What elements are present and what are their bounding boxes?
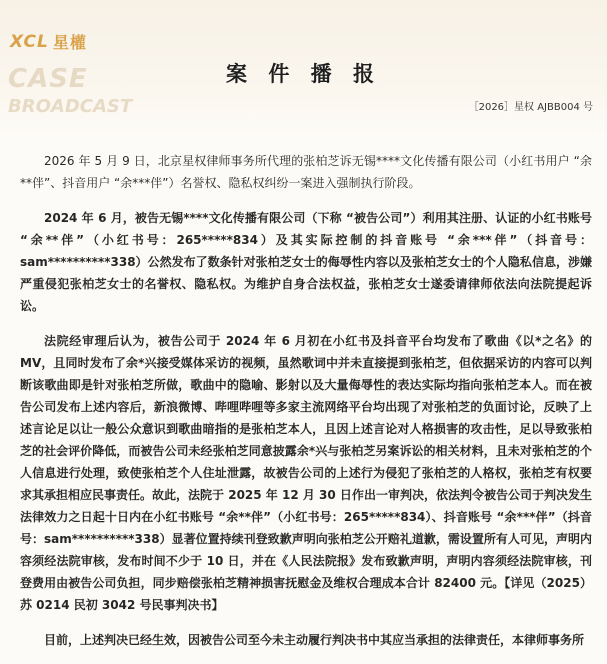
- watermark-case: CASE: [8, 64, 88, 94]
- paragraph-4: 目前，上述判决已经生效，因被告公司至今未主动履行判决书中其应当承担的法律责任，本律师事务所: [44, 633, 585, 647]
- paragraph-3: 法院经审理后认为，被告公司于 2024 年 6 月初在小红书及抖音平台均发布了歌曲《以*之名》的 MV，且同时发布了余*兴接受媒体采访的视频，虽然歌词中并未直接提到张柏芝，但依据采访的内容可以判断该歌曲即是针对张柏芝所做，歌曲中的隐喻、影射以及大量侮辱性的表达实际均指向张柏芝本人。而在被告公司发布上述内容后，新浪微博、哔哩哔哩等多家主流网络平台均出现了对张柏芝的负面讨论，反映了上述言论足以让一般公众意识到歌曲暗指的是张柏芝本人，且因上述言论对人格损害的攻击性，足以导致张柏芝的社会评价降低，而被告公司未经张柏芝同意披露余*兴与张柏芝另案诉讼的相关材料，且未对张柏芝的个人信息进行处理，致使张柏芝个人住址泄露，故被告公司的上述行为侵犯了张柏芝的人格权，张柏芝有权要求其承担相应民事责任。故此，法院于 2025 年 12 月 30 日作出一审判决，依法判令被告公司于判决发生法律效力之日起十日内在小红书账号 “余**伴”（小红书号：265*****834）、抖音账号 “余***伴”（抖音号：sam**********338）显著位置持续刊登致歉声明向张柏芝公开赔礼道歉，需设置所有人可见，声明内容须经法院审核，发布时间不少于 10 日，并在《人民法院报》发布致歉声明，声明内容须经法院审核，刊登费用由被告公司负担，同步赔偿张柏芝精神损害抚慰金及维权合理成本合计 82400 元。【详见（2025）苏 0214 民初 3042 号民事判决书】: [20, 334, 592, 612]
- paragraph-1: 2026 年 5 月 9 日，北京星权律师事务所代理的张柏芝诉无锡****文化传播有限公司（小红书用户 “余**伴”、抖音用户 “余***伴”）名誉权、隐私权纠纷一案进入强制执行阶段。: [20, 154, 592, 190]
- document-body: [20, 150, 592, 664]
- page-title: 案 件 播 报: [226, 62, 381, 86]
- case-number: ［2026］星权 AJBB004 号: [468, 102, 593, 113]
- logo-mark: XCL: [10, 31, 49, 52]
- logo-text: 星權: [52, 33, 87, 52]
- firm-logo: [10, 30, 87, 53]
- watermark-broadcast: BROADCAST: [8, 96, 133, 117]
- paragraph-2: 2024 年 6 月，被告无锡****文化传播有限公司（下称 “被告公司”）利用其注册、认证的小红书账号 “余**伴”（小红书号：265*****834）及其实际控制的抖音账号 “余***伴”（抖音号：sam**********338）公然发布了数条针对张柏芝女士的侮辱性内容以及张柏芝女士的个人隐私信息，涉嫌严重侵犯张柏芝女士的名誉权、隐私权。为维护自身合法权益，张柏芝女士遂委请律师依法向法院提起诉讼。: [20, 211, 592, 313]
